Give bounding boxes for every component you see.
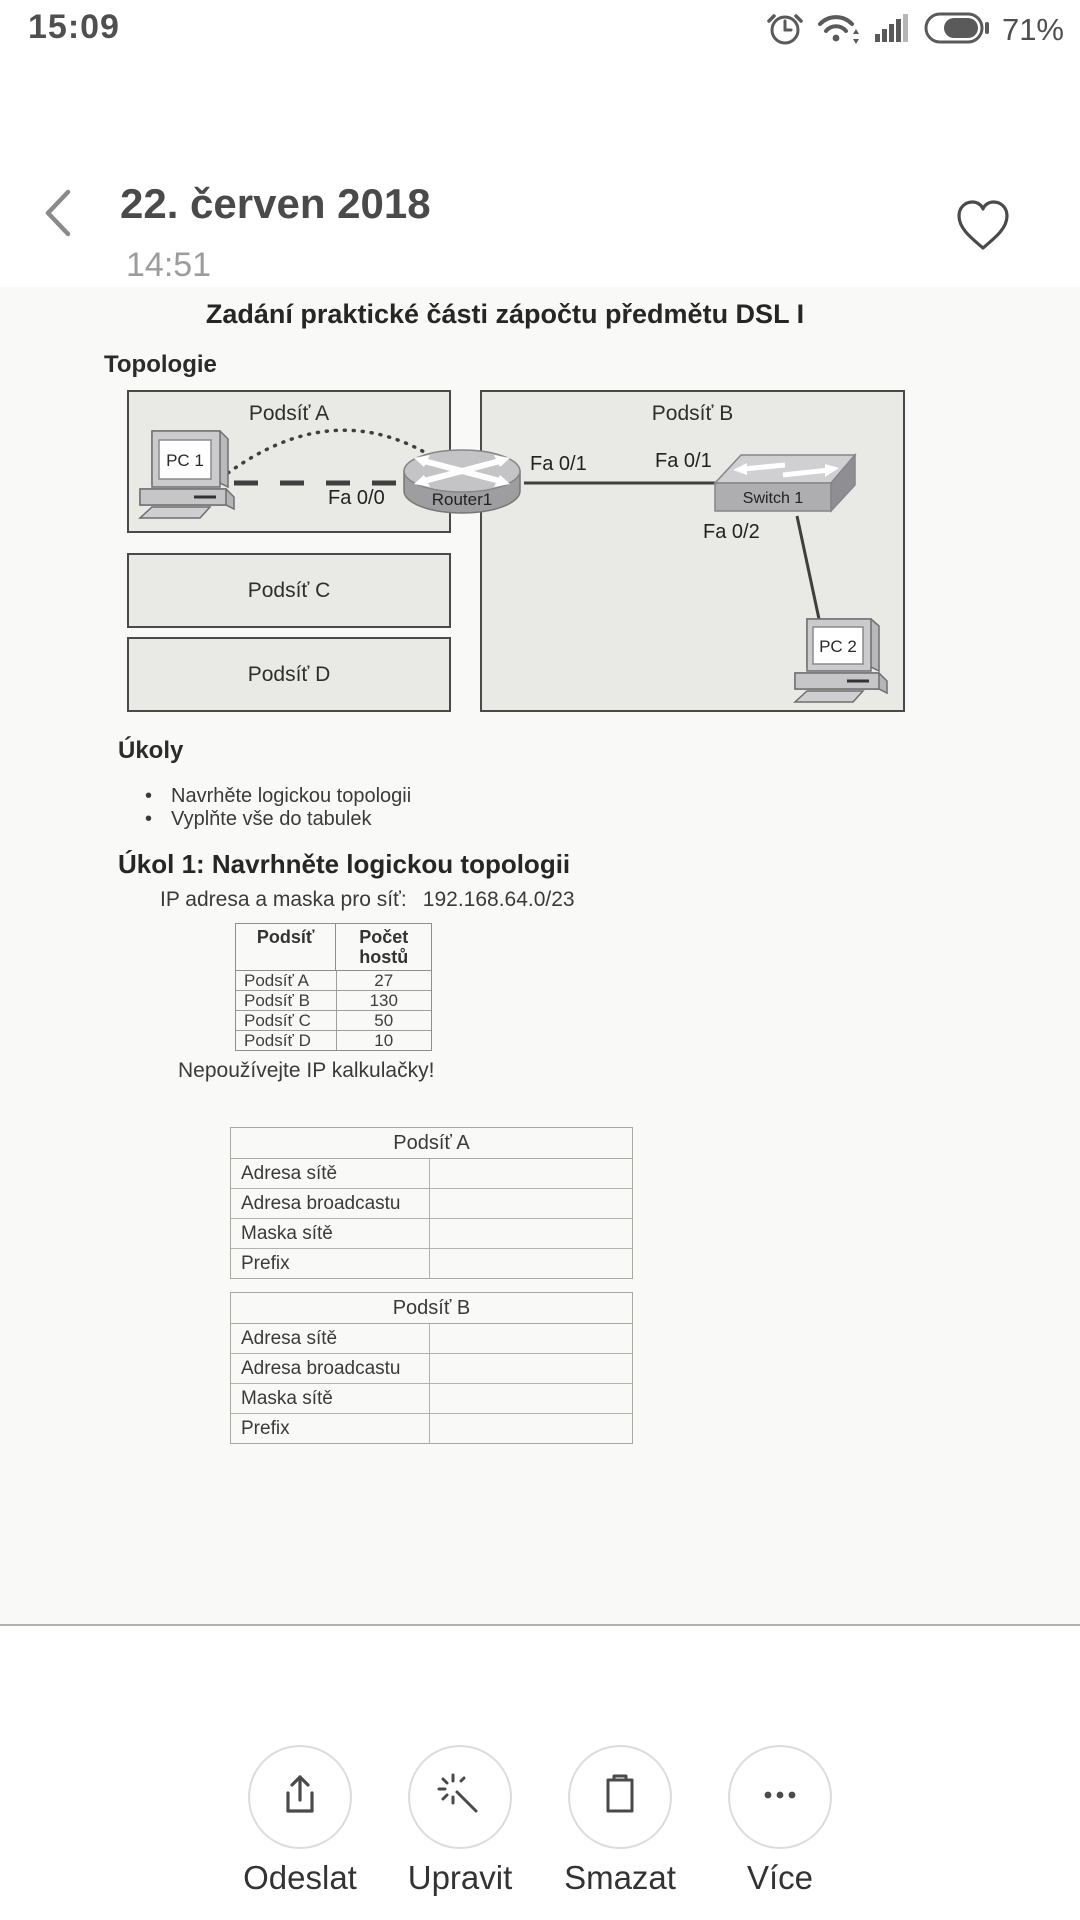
fill-table-subnet-a — [230, 1127, 633, 1279]
col-subnet: Podsíť — [256, 927, 315, 947]
table-row: Podsíť A 27 — [236, 971, 431, 991]
empty-cell — [429, 1159, 632, 1188]
topology-heading: Topologie — [104, 351, 217, 378]
pc1-device — [138, 427, 238, 524]
switch1-label: Switch 1 — [742, 490, 804, 507]
alarm-icon — [766, 8, 804, 53]
bullet-dot: • — [145, 808, 153, 830]
ip-value: 192.168.64.0/23 — [422, 888, 575, 911]
fill-table-subnet-b — [230, 1292, 633, 1444]
battery-percent-text: 71% — [1001, 12, 1064, 47]
fill-table-a-title: Podsíť A — [231, 1128, 632, 1159]
table-row: Podsíť B 130 — [236, 991, 431, 1011]
share-label: Odeslat — [243, 1859, 357, 1896]
edit-circle[interactable] — [408, 1745, 512, 1849]
empty-cell — [429, 1354, 632, 1383]
pc2-device — [793, 615, 893, 708]
col-host-count: Počet hostů — [335, 924, 431, 970]
table-row: Maska sítě — [231, 1219, 632, 1249]
empty-cell — [429, 1384, 632, 1413]
fa01-right-label: Fa 0/1 — [655, 450, 712, 472]
ip-address-line — [160, 888, 575, 912]
page-title: 22. červen 2018 — [120, 180, 431, 227]
photo-time: 14:51 — [126, 246, 212, 284]
table-row: Adresa sítě — [231, 1324, 632, 1354]
document-title: Zadání praktické části zápočtu předmětu DSL I — [205, 299, 805, 329]
no-calculator-warning: Nepoužívejte IP kalkulačky! — [178, 1059, 435, 1082]
delete-circle[interactable] — [568, 1745, 672, 1849]
subnet-b-label: Podsíť B — [651, 402, 734, 425]
status-bar — [0, 0, 1080, 56]
hosts-table-header — [236, 924, 431, 971]
router1-label: Router1 — [431, 490, 493, 509]
photo-scanned-document[interactable] — [0, 287, 1080, 1626]
task-bullet-2: • Vyplňte vše do tabulek — [145, 808, 372, 830]
edit-icon — [436, 1771, 484, 1824]
table-row: Podsíť D 10 — [236, 1031, 431, 1050]
tasks-heading: Úkoly — [118, 737, 184, 764]
more-circle[interactable] — [728, 1745, 832, 1849]
subnet-c-box — [127, 553, 451, 628]
fill-table-b-title: Podsíť B — [231, 1293, 632, 1324]
share-circle[interactable] — [248, 1745, 352, 1849]
subnet-d-box — [127, 637, 451, 712]
delete-button[interactable] — [560, 1745, 680, 1915]
table-row: Maska sítě — [231, 1384, 632, 1414]
clock-text: 15:09 — [28, 8, 120, 46]
signal-icon — [874, 8, 912, 53]
fa02-label: Fa 0/2 — [703, 521, 760, 543]
more-label: Více — [746, 1859, 814, 1896]
table-row: Prefix — [231, 1414, 632, 1443]
ip-label: IP adresa a maska pro síť: — [160, 888, 407, 911]
switch1-device — [713, 453, 857, 522]
table-row: Podsíť C 50 — [236, 1011, 431, 1031]
edit-button[interactable] — [400, 1745, 520, 1915]
action-bar — [240, 1745, 840, 1915]
delete-label: Smazat — [564, 1859, 676, 1896]
fa01-left-label: Fa 0/1 — [530, 453, 587, 475]
table-row: Adresa broadcastu — [231, 1189, 632, 1219]
wifi-icon — [816, 8, 862, 53]
task1-heading: Úkol 1: Navrhněte logickou topologii — [118, 849, 571, 879]
bullet-dot: • — [145, 785, 153, 807]
empty-cell — [429, 1189, 632, 1218]
back-button[interactable] — [36, 184, 82, 242]
edit-label: Upravit — [407, 1859, 513, 1896]
share-button[interactable] — [240, 1745, 360, 1915]
favorite-heart-icon[interactable] — [950, 192, 1016, 258]
empty-cell — [429, 1249, 632, 1278]
share-icon — [276, 1771, 324, 1824]
more-icon — [756, 1771, 804, 1824]
pc1-label: PC 1 — [166, 451, 204, 470]
trash-icon — [596, 1771, 644, 1824]
hosts-table — [235, 923, 432, 1051]
table-row: Adresa broadcastu — [231, 1354, 632, 1384]
pc2-label: PC 2 — [819, 637, 857, 656]
empty-cell — [429, 1219, 632, 1248]
subnet-a-label: Podsíť A — [248, 402, 330, 425]
empty-cell — [429, 1414, 632, 1443]
header — [0, 86, 1080, 284]
router1-device — [400, 447, 524, 524]
subnet-d-label: Podsíť D — [247, 662, 331, 686]
fa00-label: Fa 0/0 — [328, 487, 385, 509]
subnet-c-label: Podsíť C — [247, 578, 331, 602]
table-row: Prefix — [231, 1249, 632, 1278]
more-button[interactable] — [720, 1745, 840, 1915]
empty-cell — [429, 1324, 632, 1353]
table-row: Adresa sítě — [231, 1159, 632, 1189]
battery-icon — [924, 8, 990, 53]
task-bullet-1: • Navrhěte logickou topologii — [145, 785, 412, 807]
